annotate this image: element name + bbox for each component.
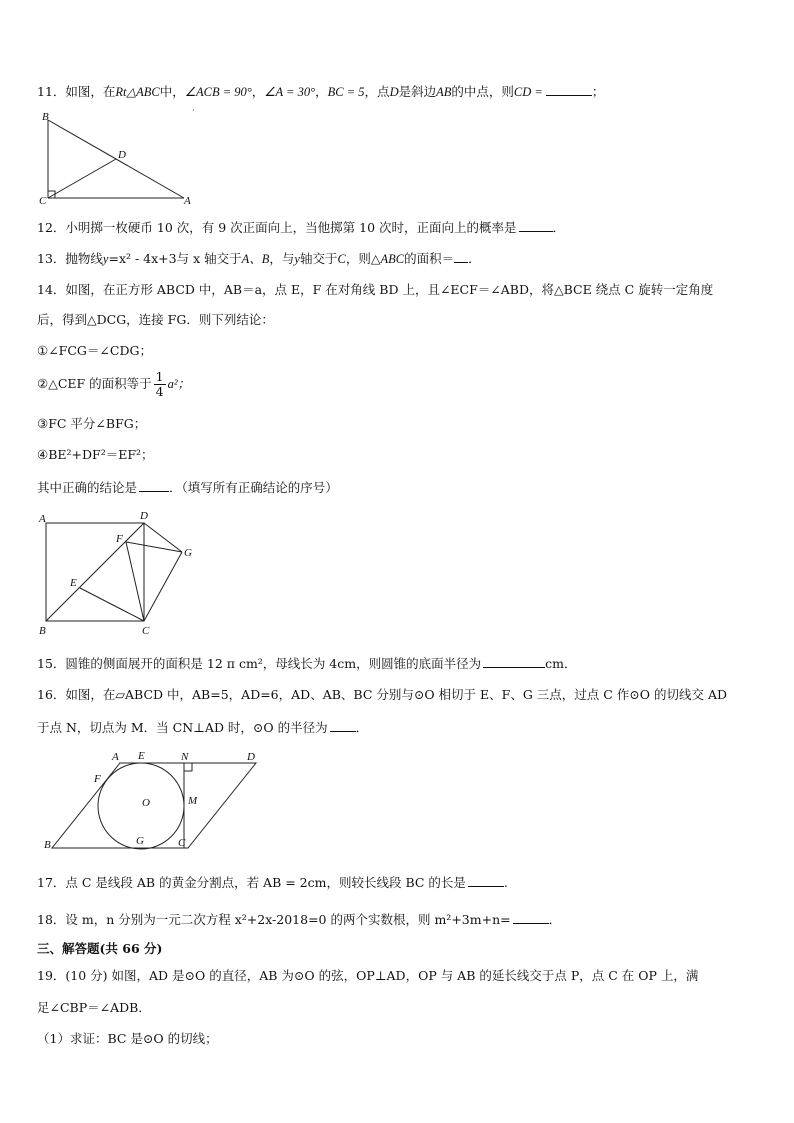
answer-blank <box>546 82 592 96</box>
label-A: A <box>184 195 191 207</box>
question-19-line-2: 足∠CBP＝∠ADB． <box>37 1000 151 1015</box>
figure-q11-triangle <box>38 112 198 207</box>
stray-dot: · <box>192 106 195 115</box>
question-11: 11．如图，在Rt△ABC中，∠ACB = 90°，∠A = 30°，BC = 5，点D是斜边AB的中点，则CD = ； <box>37 84 605 99</box>
label-E: E <box>70 577 77 589</box>
label-N: N <box>181 751 189 763</box>
question-18: 18．设 m，n 分别为一元二次方程 x²+2x-2018=0 的两个实数根，则 m²+3m+n= ． <box>37 912 562 927</box>
question-14-option-1: ①∠FCG＝∠CDG； <box>37 343 152 358</box>
label-M: M <box>188 795 198 807</box>
label-E: E <box>138 750 145 762</box>
question-13: 13．抛物线y=x² - 4x+3与 x 轴交于A、B，与y轴交于C，则△ABC的面积＝ ． <box>37 251 481 266</box>
question-14-line-2: 后，得到△DCG，连接 FG．则下列结论： <box>37 312 274 327</box>
section-3-header: 三、解答题(共 66 分) <box>37 941 163 956</box>
label-G: G <box>184 547 192 559</box>
question-16-line-1: 16．如图，在▱ABCD 中，AB=5，AD=6，AD、AB、BC 分别与⊙O 相切于 E、F、G 三点，过点 C 作⊙O 的切线交 AD <box>37 687 728 702</box>
label-D: D <box>247 751 255 763</box>
answer-blank <box>454 249 468 263</box>
label-O: O <box>142 797 150 809</box>
label-B: B <box>44 839 51 851</box>
question-15: 15．圆锥的侧面展开的面积是 12 π cm²，母线长为 4cm，则圆锥的底面半径为 cm． <box>37 656 577 671</box>
question-14-line-1: 14．如图，在正方形 ABCD 中，AB＝a，点 E，F 在对角线 BD 上，且∠ECF＝∠ABD，将△BCE 绕点 C 旋转一定角度 <box>37 282 714 297</box>
figure-q14-square <box>36 508 206 638</box>
question-14-option-2: ②△CEF 的面积等于 $\frac{1}{4}$ a²； <box>37 369 191 399</box>
answer-blank <box>139 478 169 492</box>
figure-q16-parallelogram <box>40 748 270 853</box>
label-C: C <box>142 625 150 637</box>
label-D: D <box>140 510 148 522</box>
answer-blank <box>483 654 545 668</box>
question-17: 17．点 C 是线段 AB 的黄金分割点，若 AB = 2cm，则较长线段 BC 的长是 . <box>37 875 508 890</box>
label-B: B <box>39 625 46 637</box>
question-16-line-2: 于点 N，切点为 M．当 CN⊥AD 时，⊙O 的半径为 ． <box>37 720 369 735</box>
fraction: $\frac{1}{4}$ <box>155 369 164 399</box>
question-14-option-3: ③FC 平分∠BFG； <box>37 416 147 431</box>
label-A: A <box>39 513 46 525</box>
question-12: 12．小明掷一枚硬币 10 次，有 9 次正面向上，当他掷第 10 次时，正面向上的概率是 ． <box>37 220 566 235</box>
label-C: C <box>178 837 186 849</box>
label-D: D <box>118 149 126 161</box>
label-C: C <box>39 195 47 207</box>
question-14-line-3: 其中正确的结论是 ．（填写所有正确结论的序号） <box>37 480 338 495</box>
label-A: A <box>112 751 119 763</box>
label-F: F <box>116 533 123 545</box>
label-F: F <box>94 773 101 785</box>
label-G: G <box>136 835 144 847</box>
question-19-part-1: （1）求证：BC 是⊙O 的切线； <box>37 1031 218 1046</box>
answer-blank <box>330 718 356 732</box>
answer-blank <box>519 218 553 232</box>
label-B: B <box>42 111 49 123</box>
question-19-line-1: 19．(10 分) 如图，AD 是⊙O 的直径，AB 为⊙O 的弦，OP⊥AD，OP 与 AB 的延长线交于点 P，点 C 在 OP 上，满 <box>37 968 699 983</box>
answer-blank <box>468 873 504 887</box>
answer-blank <box>513 910 549 924</box>
question-14-option-4: ④BE²+DF²＝EF²； <box>37 447 154 462</box>
